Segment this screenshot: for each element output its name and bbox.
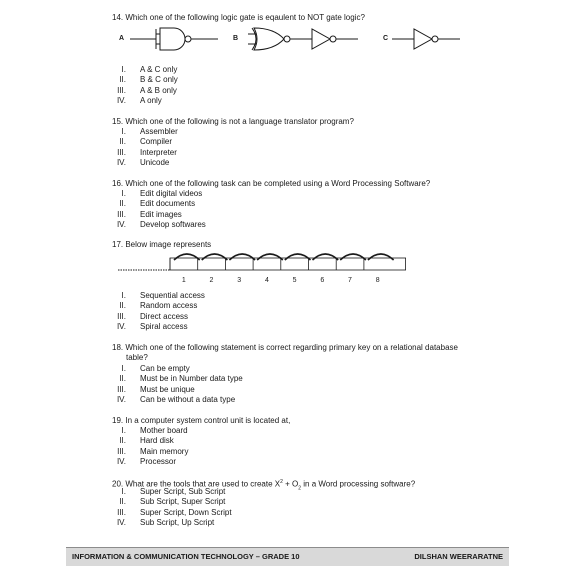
tape-access-arc [368, 254, 394, 260]
tape-tick-label: 5 [292, 277, 297, 284]
page-footer [66, 547, 509, 566]
tape-outline [170, 258, 406, 270]
gate-label-a: A [119, 35, 125, 42]
sequential-access-diagram [118, 250, 398, 276]
question-16-text: 16. Which one of the following task can be completed using a Word Processing Software? [112, 179, 431, 188]
tape-access-arc [340, 254, 366, 260]
question-20-text: 20. What are the tools that are used to create $X^2 + O_2$ in a Word processing software? [112, 479, 416, 492]
exam-page: 14. Which one of the following logic gate is eqaulent to NOT gate logic? A B C I. A & C only II. B & C only III. A & B only IV. A only 15. Which one of the following is not a language translator program? I. Assembler II. Compiler III. Interpreter IV. Unicode 16. Which one of the following task can be completed using a Word Processing Software? I. Edit digital videos II. Edit documents III. Edit images IV. Develop softwares 17. Below image represents 1 2 3 4 5 6 7 8 I. Sequential access II. Random access III. Direct access IV. Spiral access 18. Which one of the following statement is correct regarding primary key on a relational database table? I. Can be empty II. Must be in Number data type III. Must be unique IV. Can be without a data type 19. In a computer system control unit is located at, I. Mother board II. Hard disk III. Main memory IV. Processor 20. What are the tools that are used to create $X^2 + O_2$ in a Word processing software? I. Super Script, Sub Script II. Sub Script, Super Script III. Super Script, Down Script IV. Sub Script, Up Script INFORMATION & COMMUNICATION TECHNOLOGY – GRADE 10 DILSHAN WEERARATNE [0, 0, 572, 575]
footer-subject: INFORMATION & COMMUNICATION TECHNOLOGY – GRADE 10 [72, 552, 300, 561]
nor-not-gate-diagram [248, 26, 360, 56]
tape-tick-label: 1 [181, 277, 186, 284]
tape-access-arc [202, 254, 228, 260]
tape-access-arc [229, 254, 255, 260]
footer-author: DILSHAN WEERARATNE [414, 552, 503, 561]
gate-label-c: C [383, 35, 389, 42]
not-gate-diagram [392, 26, 462, 56]
question-15-text: 15. Which one of the following is not a language translator program? [112, 117, 354, 126]
nand-gate-diagram [130, 26, 220, 56]
question-14-text: 14. Which one of the following logic gate is eqaulent to NOT gate logic? [112, 13, 365, 22]
tape-tick-label: 7 [348, 277, 352, 284]
tape-access-arc [174, 254, 200, 260]
tape-access-arc [285, 254, 311, 260]
gate-label-b: B [233, 35, 239, 42]
tape-access-arc [313, 254, 339, 260]
question-19-text: 19. In a computer system control unit is located at, [112, 416, 291, 425]
tape-tick-label: 3 [237, 277, 242, 284]
tape-tick-label: 4 [264, 277, 269, 284]
tape-tick-label: 6 [320, 277, 325, 284]
tape-tick-label: 2 [209, 277, 214, 284]
question-17-text: 17. Below image represents [112, 240, 212, 249]
question-18-text: 18. Which one of the following statement is correct regarding primary key on a relational database table? [112, 343, 458, 362]
tape-tick-label: 8 [375, 277, 380, 284]
tape-access-arc [257, 254, 283, 260]
